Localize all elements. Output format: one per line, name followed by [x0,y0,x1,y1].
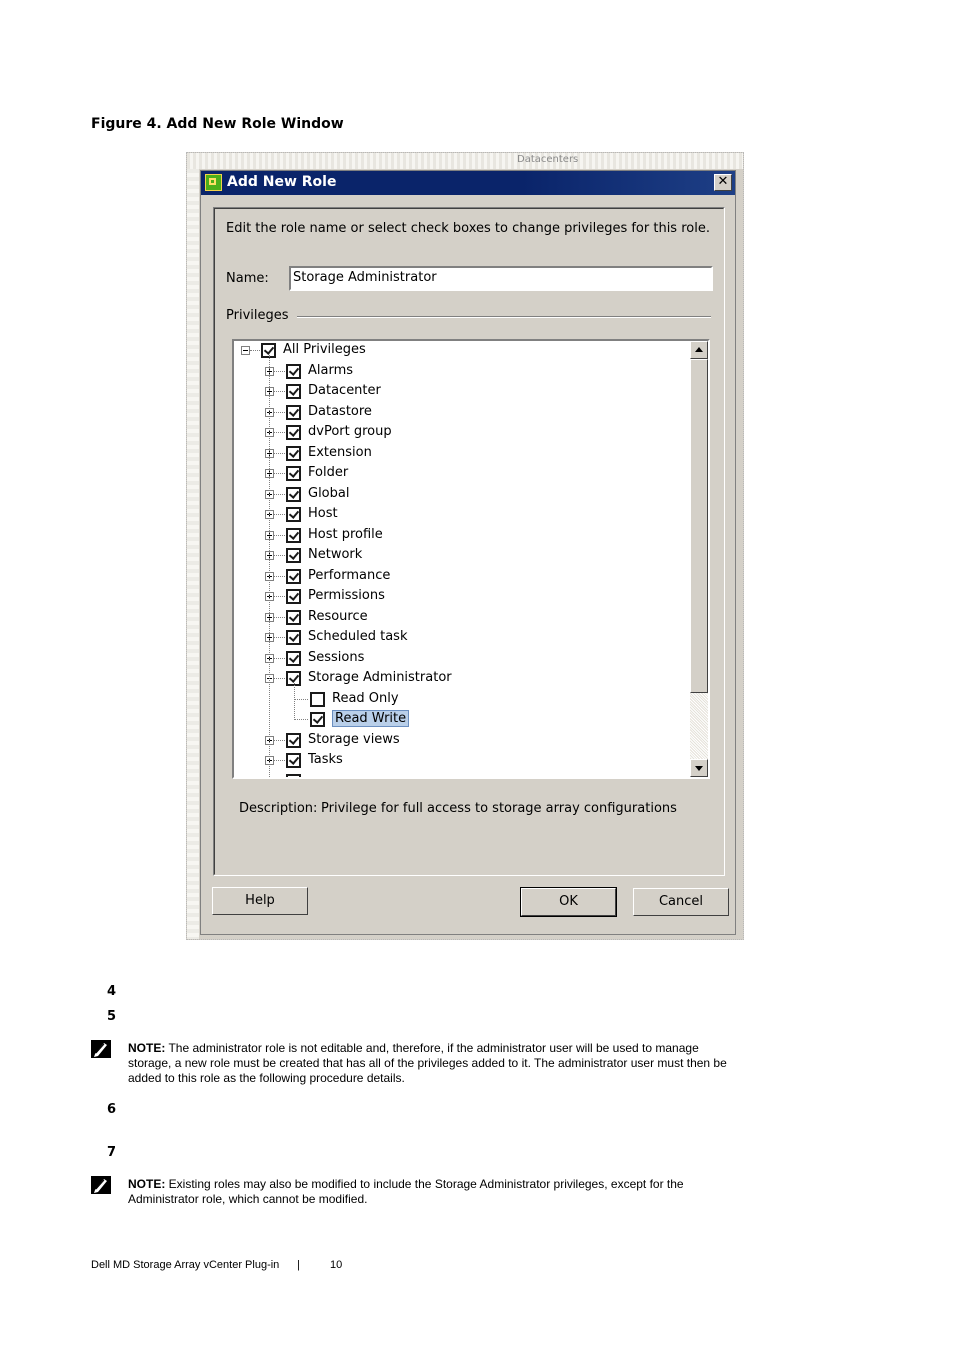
checkbox-checked[interactable] [310,712,325,727]
checkbox-checked[interactable] [286,405,301,420]
tree-item[interactable] [234,362,686,382]
background-window-label: Datacenters [517,154,579,165]
tree-item[interactable] [234,403,686,423]
step-number: 7 [107,1145,117,1160]
tree-connector [294,699,308,700]
tree-item[interactable] [234,341,686,361]
screenshot-frame [186,152,744,940]
checkbox-checked[interactable] [286,733,301,748]
note-label: NOTE: [128,1177,166,1191]
dialog-title: Add New Role [227,174,337,190]
checkbox-checked[interactable] [286,569,301,584]
tree-item[interactable] [234,690,686,710]
checkbox-checked[interactable] [286,528,301,543]
step-number: 6 [107,1102,117,1117]
checkbox-checked[interactable] [286,610,301,625]
tree-connector [274,740,285,741]
tree-connector [274,494,285,495]
tree-item[interactable] [234,731,686,751]
checkbox-checked[interactable] [286,630,301,645]
tree-item-label[interactable]: All Privileges [283,342,366,357]
tree-item-label[interactable]: Scheduled task [308,629,408,644]
help-button[interactable]: Help [212,887,308,915]
figure-caption: Figure 4. Add New Role Window [91,116,344,132]
scroll-up-button[interactable] [690,341,708,359]
note-label: NOTE: [128,1041,166,1055]
dialog-panel [213,207,725,876]
tree-item-label[interactable]: Read Only [332,690,399,706]
tree-connector [274,371,285,372]
tree-item[interactable] [234,628,686,648]
note-text [128,1041,738,1086]
tree-item-label[interactable]: Folder [308,465,349,480]
tree-item-label[interactable]: Datastore [308,403,372,419]
note-body: Existing roles may also be modified to include the Storage Administrator privileges, except for the Administrator role, which cannot be modified. [128,1177,684,1206]
checkbox-checked[interactable] [286,466,301,481]
tree-connector [274,658,285,659]
tree-connector [250,350,260,351]
note-icon [90,1039,112,1059]
tree-item[interactable] [234,649,686,669]
dialog-panel-inner [214,208,724,875]
tree-item-label[interactable]: Global [308,485,350,501]
step-number: 4 [107,984,117,999]
ok-button[interactable]: OK [521,888,616,916]
background-window-strip [187,153,743,169]
role-name-input[interactable]: Storage Administrator [289,266,713,291]
checkbox-checked[interactable] [286,507,301,522]
tree-item[interactable] [234,423,686,443]
tree-connector [274,473,285,474]
tree-item-label[interactable]: Alarms [308,362,354,378]
tree-connector [294,683,295,720]
tree-connector [274,535,285,536]
checkbox-checked[interactable] [286,364,301,379]
footer-doc-title: Dell MD Storage Array vCenter Plug-in [91,1259,280,1271]
tree-connector [274,637,285,638]
tree-item[interactable] [234,567,686,587]
tree-connector [274,432,285,433]
name-label: Name: [226,271,269,286]
tree-connector [274,678,285,679]
tree-item[interactable] [234,444,686,464]
tree-connector [274,576,285,577]
tree-item-label[interactable]: Datacenter [308,383,381,398]
tree-item[interactable] [234,464,686,484]
tree-item[interactable] [234,382,686,402]
tree-item-label[interactable]: Storage views [308,731,400,747]
background-window-left-strip [187,169,199,939]
privileges-label: Privileges [226,308,289,323]
instruction-text: Edit the role name or select check boxes to change privileges for this role. [226,221,710,236]
note-body: The administrator role is not editable and, therefore, if the administrator user will be used to manage storage, a new role must be created that has all of the privileges added to it. The administrator user must then be added to this role as the following procedure details. [128,1041,727,1085]
tree-item-label[interactable]: Permissions [308,588,385,603]
tree-scrollbar[interactable] [690,341,708,777]
tree-connector [274,760,285,761]
tree-connector [274,391,285,392]
tree-item[interactable] [234,587,686,607]
description-value: Privilege for full access to storage array configurations [321,801,677,816]
note-icon [90,1175,112,1195]
tree-item[interactable] [234,751,686,771]
cancel-button[interactable]: Cancel [633,888,729,916]
tree-connector [294,719,308,720]
collapse-icon[interactable] [241,346,250,355]
close-icon: ✕ [717,174,729,189]
tree-item-label[interactable]: Host [308,506,338,521]
tree-item[interactable] [234,485,686,505]
tree-connector [274,596,285,597]
tree-connector [274,453,285,454]
tree-connector [269,355,270,779]
tree-item[interactable] [234,505,686,525]
tree-item-label[interactable]: Network [308,547,363,562]
footer-page-number: 10 [330,1259,343,1271]
role-icon [205,174,222,191]
tree-item-label[interactable]: Host profile [308,526,383,542]
tree-item-label[interactable]: Sessions [308,649,365,665]
tree-connector [274,555,285,556]
tree-item[interactable] [234,546,686,566]
tree-connector [274,514,285,515]
tree-item-label[interactable]: Extension [308,444,372,460]
tree-item-label[interactable]: Resource [308,608,368,624]
note-text [128,1177,738,1207]
tree-connector [274,617,285,618]
tree-item-label[interactable]: dvPort group [308,424,392,439]
tree-item[interactable] [234,608,686,628]
scroll-down-button[interactable] [690,759,708,777]
close-button[interactable] [714,174,732,191]
description-label: Description: [239,801,318,816]
checkbox-unchecked[interactable] [310,692,325,707]
tree-item-label[interactable]: Read Write [332,710,409,727]
checkbox-checked[interactable] [286,774,301,780]
add-new-role-dialog [200,170,736,935]
footer-separator: | [297,1259,300,1271]
tree-item-label[interactable]: Performance [308,567,391,583]
tree-item[interactable] [234,710,686,730]
tree-item-label[interactable]: Storage Administrator [308,670,452,685]
checkbox-checked[interactable] [286,651,301,666]
tree-connector [274,412,285,413]
tree-item[interactable] [234,669,686,689]
checkbox-checked[interactable] [286,446,301,461]
tree-item-label[interactable]: Tasks [308,752,343,767]
privileges-tree[interactable] [232,339,710,779]
tree-item[interactable] [234,526,686,546]
checkbox-checked[interactable] [286,548,301,563]
checkbox-checked[interactable] [286,425,301,440]
dialog-titlebar[interactable] [201,171,735,195]
checkbox-checked[interactable] [286,753,301,768]
checkbox-checked[interactable] [286,487,301,502]
scroll-thumb[interactable] [690,359,708,693]
checkbox-checked[interactable] [286,589,301,604]
privileges-divider [297,316,711,318]
step-number: 5 [107,1009,117,1024]
checkbox-checked[interactable] [286,384,301,399]
